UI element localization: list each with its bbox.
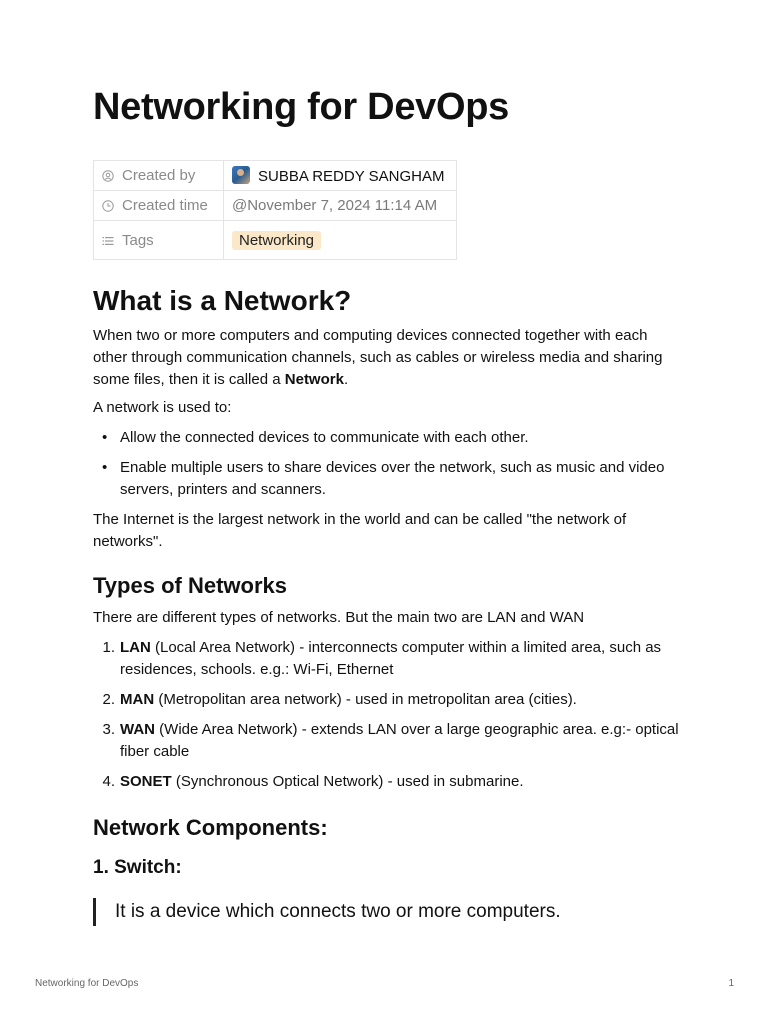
- internet-paragraph: The Internet is the largest network in the world and can be called "the network of networks".: [93, 511, 627, 550]
- list-number: 2.: [102, 691, 115, 708]
- tag-networking[interactable]: Networking: [232, 231, 321, 250]
- property-value-cell: [224, 161, 457, 191]
- list-item-term: LAN: [120, 639, 151, 656]
- section-heading-types-of-networks: Types of Networks: [93, 573, 287, 598]
- tags-label: Tags: [122, 231, 154, 249]
- list-item-text: (Metropolitan area network) - used in metropolitan area (cities).: [154, 691, 577, 708]
- list-item: [102, 427, 680, 449]
- property-value-cell: [224, 191, 457, 221]
- property-label-cell: [94, 191, 224, 221]
- subheading-switch: 1. Switch:: [93, 857, 182, 878]
- list-number: 4.: [102, 773, 115, 790]
- list-item: [102, 457, 680, 501]
- definition-text: When two or more computers and computing devices connected together with each other through communication channels, such as cables or wireless media and sharing some files, then it is called a: [93, 327, 663, 388]
- section-heading-what-is-network: What is a Network?: [93, 285, 352, 316]
- list-number: 1.: [102, 639, 115, 656]
- definition-bold-term: Network: [284, 371, 344, 388]
- bullet-marker: •: [102, 459, 108, 476]
- footer-page-number: 1: [728, 978, 734, 989]
- page-title: Networking for DevOps: [93, 86, 509, 128]
- property-row-created-time: [94, 191, 457, 221]
- property-value-cell: [224, 221, 457, 260]
- created-time-label: Created time: [122, 197, 208, 214]
- bullet-marker: •: [102, 429, 108, 446]
- used-to-paragraph: A network is used to:: [93, 399, 232, 416]
- blockquote: It is a device which connects two or more computers.: [93, 898, 561, 926]
- user-avatar: [232, 166, 250, 184]
- created-time-value: @November 7, 2024 11:14 AM: [232, 197, 438, 214]
- numbered-list-item: [102, 771, 680, 793]
- numbered-list-item: [102, 719, 680, 763]
- footer-document-title: Networking for DevOps: [35, 978, 139, 989]
- types-intro-paragraph: There are different types of networks. But the main two are LAN and WAN: [93, 609, 585, 626]
- person-circle-icon: [102, 170, 114, 182]
- numbered-list-item: [102, 689, 680, 711]
- clock-icon: [102, 200, 114, 212]
- created-by-value[interactable]: SUBBA REDDY SANGHAM: [258, 168, 445, 185]
- property-label-cell: [94, 161, 224, 191]
- property-row-tags: [94, 221, 457, 260]
- list-item-term: WAN: [120, 721, 155, 738]
- property-row-created-by: [94, 161, 457, 191]
- list-number: 3.: [102, 721, 115, 738]
- section-heading-network-components: Network Components:: [93, 815, 328, 840]
- list-item-text: (Local Area Network) - interconnects computer within a limited area, such as residences, schools. e.g.: Wi-Fi, Ethernet: [120, 639, 662, 678]
- numbered-list-item: [102, 637, 680, 681]
- property-label-cell: [94, 221, 224, 260]
- properties-table: [93, 160, 457, 260]
- network-definition-paragraph: [93, 325, 683, 391]
- list-item-term: MAN: [120, 691, 155, 708]
- list-item-term: SONET: [120, 773, 172, 790]
- list-item-text: Enable multiple users to share devices over the network, such as music and video servers, printers and scanners.: [120, 459, 665, 498]
- definition-suffix: .: [343, 371, 349, 388]
- list-item-text: (Synchronous Optical Network) - used in submarine.: [171, 773, 524, 790]
- list-item-text: Allow the connected devices to communicate with each other.: [120, 429, 529, 446]
- created-by-label: Created by: [122, 167, 196, 184]
- list-item-text: (Wide Area Network) - extends LAN over a large geographic area. e.g:- optical fiber cable: [120, 721, 679, 760]
- list-icon: [102, 235, 114, 247]
